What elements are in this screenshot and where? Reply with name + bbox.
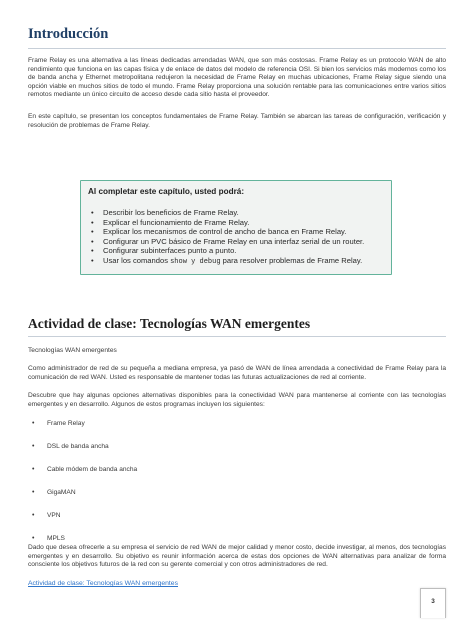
objective-item-commands — [89, 256, 364, 268]
activity-paragraph-2: Descubre que hay algunas opciones alternativas disponibles para la conectividad WAN para mantenerse al corriente con las tecnologías emergentes y en desarrollo. Algunos de estos programas incluyen los siguientes: — [28, 392, 446, 408]
wan-option-item: • Cable módem de banda ancha — [32, 466, 137, 489]
page-number: 3 — [431, 598, 435, 605]
chapter-objectives-box — [80, 180, 392, 275]
intro-paragraph-1: Frame Relay es una alternativa a las líneas dedicadas arrendadas WAN, que son más costosas. Frame Relay es un protocolo WAN de alto rendimiento que funciona en las capas física y de enlace de datos del modelo de referencia OSI. Si bien los servicios más modernos como los de banda ancha y Ethernet metropolitana redujeron la necesidad de Frame Relay en muchas ubicaciones, Frame Relay sigue siendo una opción viable en muchos sitios de todo el mundo. Frame Relay proporciona una solución rentable para las comunicaciones entre varios sitios remotos mediante un único circuito de acceso desde cada sitio hasta el proveedor. — [28, 57, 446, 99]
objectives-title: Al completar este capítulo, usted podrá: — [88, 187, 245, 196]
command-conjunction: y — [186, 257, 200, 266]
wan-option-item: • VPN — [32, 512, 137, 535]
objective-item: • Explicar los mecanismos de control de ancho de banca en Frame Relay. — [89, 227, 364, 237]
objective-commands-suffix: para resolver problemas de Frame Relay. — [220, 255, 363, 265]
intro-paragraph-2: En este capítulo, se presentan los conceptos fundamentales de Frame Relay. También se abarcan las tareas de configuración, verificación y resolución de problemas de Frame Relay. — [28, 113, 446, 129]
activity-paragraph-3: Dado que desea ofrecerle a su empresa el servicio de red WAN de mejor calidad y menor costo, decide investigar, al menos, dos tecnologías emergentes y en desarrollo. Su objetivo es reunir información acerca de estas dos opciones de WAN alternativas para analizar de forma consciente los objetivos futuros de la red con su gerente comercial y con otros administradores de red. — [28, 544, 446, 569]
objectives-list — [89, 208, 364, 268]
intro-heading: Introducción — [28, 26, 109, 42]
wan-option-item: • GigaMAN — [32, 489, 137, 512]
objective-item: • Configurar un PVC básico de Frame Relay en una interfaz serial de un router. — [89, 237, 364, 247]
debug-command: debug — [199, 257, 221, 266]
objective-item: • Describir los beneficios de Frame Relay. — [89, 208, 364, 218]
heading-divider — [28, 48, 446, 49]
activity-divider — [28, 336, 446, 337]
activity-paragraph-1: Como administrador de red de su pequeña a mediana empresa, ya pasó de WAN de línea arrendada a conectividad de Frame Relay para la comunicación de red WAN. Usted es responsable de mantener todas las futuras actualizaciones de red al corriente. — [28, 365, 446, 381]
activity-subtitle: Tecnologías WAN emergentes — [28, 347, 117, 354]
objective-item: • Explicar el funcionamiento de Frame Relay. — [89, 218, 364, 228]
wan-options-list — [32, 420, 137, 558]
wan-option-item: • MPLS — [32, 535, 137, 558]
wan-option-item: • DSL de banda ancha — [32, 443, 137, 466]
wan-option-item: • Frame Relay — [32, 420, 137, 443]
page-number-box — [420, 588, 446, 618]
activity-link[interactable]: Actividad de clase: Tecnologías WAN emergentes — [28, 580, 178, 587]
objective-commands-prefix: Usar los comandos — [103, 255, 171, 265]
objective-item: • Configurar subinterfaces punto a punto. — [89, 246, 364, 256]
activity-heading: Actividad de clase: Tecnologías WAN emergentes — [28, 316, 311, 331]
show-command: show — [170, 257, 187, 266]
